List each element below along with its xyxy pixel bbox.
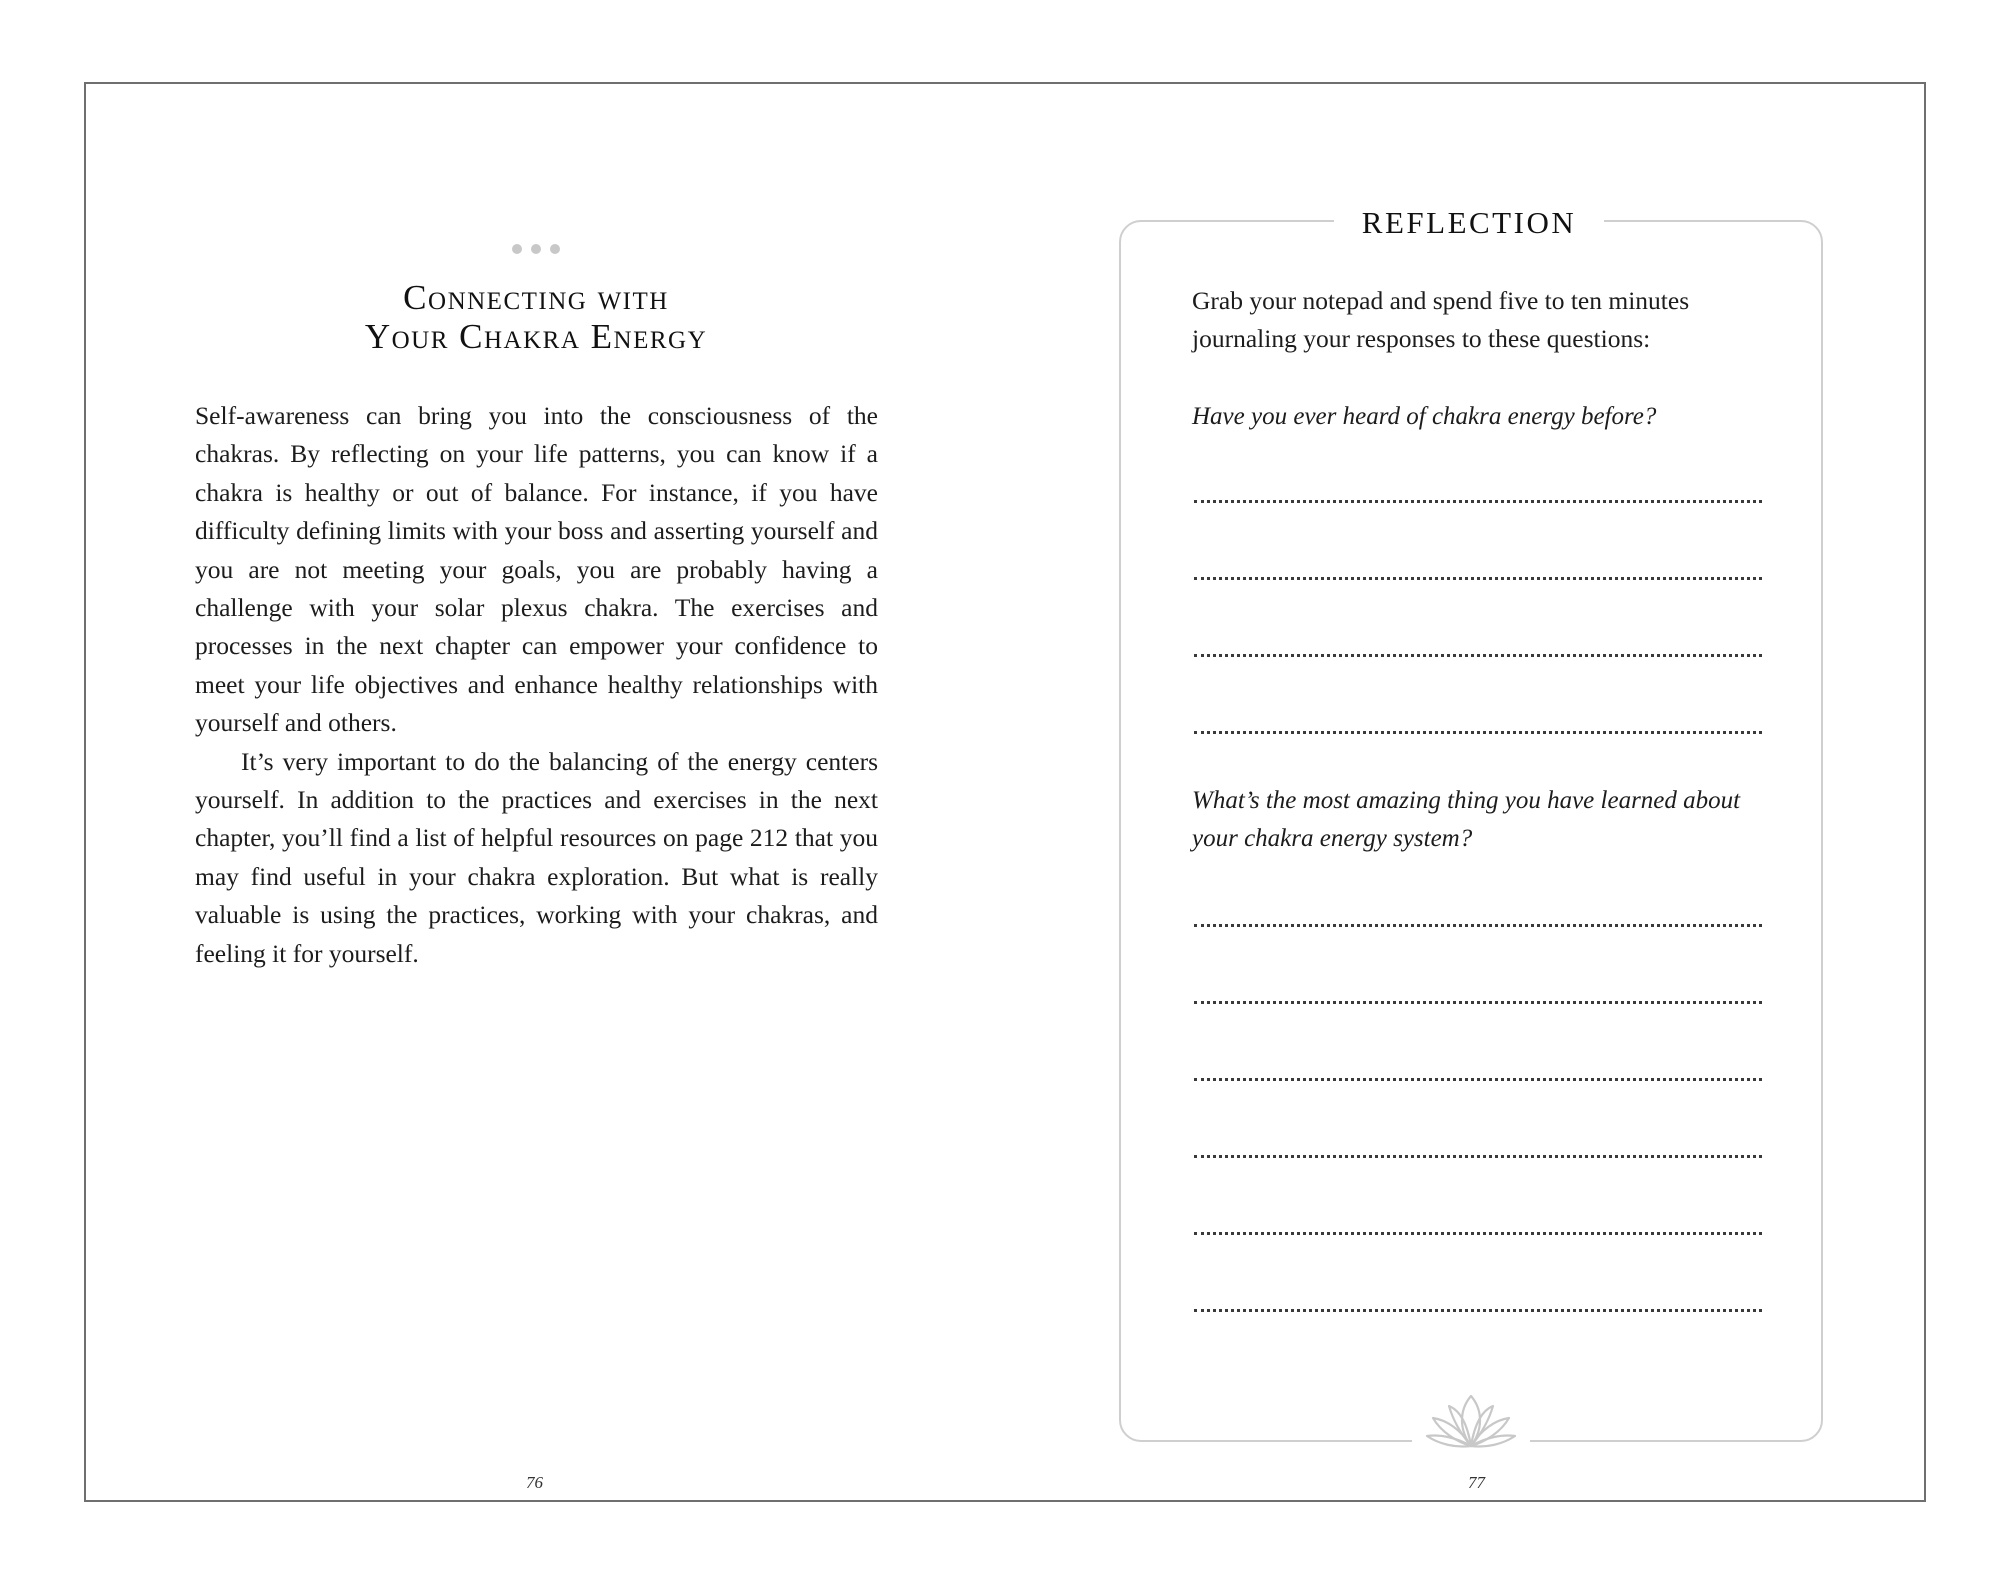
lotus-icon: [1412, 1390, 1530, 1458]
paragraph: Self-awareness can bring you into the consciousness of the chakras. By reflecting on your life patterns, you can know if a chakra is healthy or out of balance. For instance, if you have difficulty defining limits with your boss and asserting yourself and you are not meeting your goals, you are probably having a challenge with your solar plexus chakra. The exercises and processes in the next chapter can empower your confidence to meet your life objectives and enhance healthy relationships with yourself and others.: [195, 401, 878, 738]
page-number-right: 77: [1468, 1473, 1485, 1492]
section-title: [160, 278, 912, 356]
answer-line: [1194, 1155, 1762, 1158]
section-title-line-2: Your Chakra Energy: [364, 317, 708, 356]
page-number-left: 76: [526, 1473, 543, 1492]
answer-line: [1194, 1078, 1762, 1081]
reflection-question: Have you ever heard of chakra energy before?: [1192, 403, 1657, 430]
reflection-heading: REFLECTION: [1334, 200, 1604, 246]
section-title-line-1: Connecting with: [403, 278, 669, 317]
ornament-dot: [550, 244, 560, 254]
answer-line: [1194, 731, 1762, 734]
answer-line: [1194, 924, 1762, 927]
answer-line: [1194, 500, 1762, 503]
answer-line: [1194, 1001, 1762, 1004]
answer-line: [1194, 1232, 1762, 1235]
answer-line: [1194, 1309, 1762, 1312]
ornament-dot: [531, 244, 541, 254]
body-text: [195, 397, 878, 973]
ornament-dot: [512, 244, 522, 254]
answer-line: [1194, 577, 1762, 580]
section-ornament-dots: [512, 244, 560, 256]
paragraph: It’s very important to do the balancing of the energy centers yourself. In addition to the practices and exercises in the next chapter, you’ll find a list of helpful resources on page 212 that you may find useful in your chakra exploration. But what is really valuable is using the practices, working with your chakras, and feeling it for yourself.: [195, 746, 878, 968]
answer-line: [1194, 654, 1762, 657]
reflection-question: What’s the most amazing thing you have learned about your chakra energy system?: [1192, 787, 1741, 853]
reflection-intro: Grab your notepad and spend five to ten minutes journaling your responses to these questions:: [1192, 286, 1690, 354]
